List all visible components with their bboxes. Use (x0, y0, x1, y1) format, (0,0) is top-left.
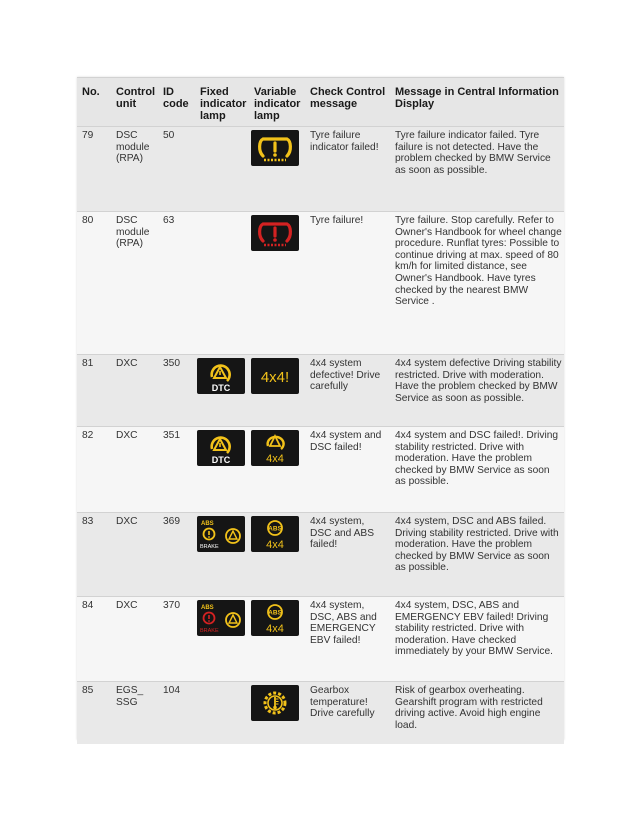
header-no: No. (77, 78, 111, 127)
table-row (77, 355, 564, 427)
row-variable-lamp (249, 682, 305, 744)
abs-4x4-icon (251, 600, 299, 636)
row-fixed-lamp (195, 212, 249, 355)
row-check-control: 4x4 system and DSC failed! (305, 427, 390, 513)
4x4-label: 4x4 (266, 453, 284, 465)
row-fixed-lamp (195, 127, 249, 212)
row-id-code: 50 (158, 127, 195, 212)
header-cid-message: Message in Central Information Display (390, 78, 564, 127)
abs-label: ABS (268, 525, 282, 533)
row-id-code: 104 (158, 682, 195, 744)
dtc-icon (197, 430, 245, 466)
row-cid-message: 4x4 system, DSC, ABS and EMERGENCY EBV failed! Driving stability restricted. Drive with moderation. Have checked immediately by your BMW Service. (390, 597, 564, 682)
row-no: 79 (77, 127, 111, 212)
row-no: 82 (77, 427, 111, 513)
row-cid-message: 4x4 system defective Driving stability restricted. Drive with moderation. Have the problem checked by BMW Service as soon as possible. (390, 355, 564, 427)
row-variable-lamp (249, 597, 305, 682)
abs-brake-amber-icon (197, 516, 245, 552)
table-header-row (77, 78, 564, 127)
row-fixed-lamp (195, 513, 249, 597)
dtc-icon (197, 358, 245, 394)
row-check-control: Tyre failure indicator failed! (305, 127, 390, 212)
row-control-unit: DXC (111, 427, 158, 513)
table-row (77, 513, 564, 597)
check-control-table (77, 77, 564, 744)
row-id-code: 350 (158, 355, 195, 427)
4x4-exclamation-label: 4x4! (260, 369, 290, 386)
row-cid-message: Risk of gearbox overheating. Gearshift program with restricted driving active. Avoid high engine load. (390, 682, 564, 744)
table-row (77, 682, 564, 744)
row-check-control: 4x4 system, DSC and ABS failed! (305, 513, 390, 597)
row-id-code: 370 (158, 597, 195, 682)
row-check-control: 4x4 system defective! Drive carefully (305, 355, 390, 427)
row-control-unit: DSC module (RPA) (111, 212, 158, 355)
header-check-control: Check Control message (305, 78, 390, 127)
row-variable-lamp (249, 127, 305, 212)
table-row (77, 597, 564, 682)
4x4-label: 4x4 (266, 539, 284, 551)
abs-4x4-icon (251, 516, 299, 552)
row-control-unit: DSC module (RPA) (111, 127, 158, 212)
dsc-4x4-icon (251, 430, 299, 466)
table-row (77, 427, 564, 513)
row-cid-message: Tyre failure indicator failed. Tyre failure is not detected. Have the problem checked by BMW Service as soon as possible. (390, 127, 564, 212)
abs-brake-red-icon (197, 600, 245, 636)
header-variable-lamp: Variable indicator lamp (249, 78, 305, 127)
row-control-unit: DXC (111, 513, 158, 597)
tyre-pressure-amber-icon (251, 130, 299, 166)
4x4-label: 4x4 (266, 623, 284, 635)
row-check-control: 4x4 system, DSC, ABS and EMERGENCY EBV failed! (305, 597, 390, 682)
dtc-label: DTC (211, 383, 231, 393)
row-cid-message: Tyre failure. Stop carefully. Refer to Owner's Handbook for wheel change procedure. Runflat tyres: Possible to continue driving at max. speed of 80 km/h for limited distance, see Owner's Handbook. Have tyres checked by the nearest BMW Service . (390, 212, 564, 355)
row-control-unit: EGS_ SSG (111, 682, 158, 744)
row-no: 83 (77, 513, 111, 597)
row-variable-lamp (249, 513, 305, 597)
row-check-control: Tyre failure! (305, 212, 390, 355)
row-no: 81 (77, 355, 111, 427)
row-variable-lamp (249, 212, 305, 355)
header-control-unit: Control unit (111, 78, 158, 127)
tyre-pressure-red-icon (251, 215, 299, 251)
brake-label: BRAKE (200, 628, 219, 634)
row-fixed-lamp (195, 597, 249, 682)
header-fixed-lamp: Fixed indicator lamp (195, 78, 249, 127)
abs-label: ABS (201, 521, 214, 527)
row-fixed-lamp (195, 682, 249, 744)
row-id-code: 351 (158, 427, 195, 513)
row-no: 80 (77, 212, 111, 355)
row-control-unit: DXC (111, 355, 158, 427)
header-id-code: ID code (158, 78, 195, 127)
row-check-control: Gearbox temperature! Drive carefully (305, 682, 390, 744)
row-no: 84 (77, 597, 111, 682)
abs-label: ABS (201, 605, 214, 611)
dtc-label: DTC (211, 455, 231, 465)
row-no: 85 (77, 682, 111, 744)
brake-label: BRAKE (200, 544, 219, 550)
table-row (77, 127, 564, 212)
row-fixed-lamp (195, 355, 249, 427)
row-id-code: 369 (158, 513, 195, 597)
row-id-code: 63 (158, 212, 195, 355)
table-row (77, 212, 564, 355)
row-cid-message: 4x4 system and DSC failed!. Driving stability restricted. Drive with moderation. Have the problem checked by BMW Service as soon as possible. (390, 427, 564, 513)
row-fixed-lamp (195, 427, 249, 513)
row-cid-message: 4x4 system, DSC and ABS failed. Driving stability restricted. Drive with moderation. Have the problem checked by BMW Service as soon as possible. (390, 513, 564, 597)
row-variable-lamp (249, 355, 305, 427)
4x4-exclamation-icon (251, 358, 299, 394)
row-control-unit: DXC (111, 597, 158, 682)
gearbox-temperature-icon (251, 685, 299, 721)
row-variable-lamp (249, 427, 305, 513)
document-page (77, 77, 564, 740)
abs-label: ABS (268, 609, 282, 617)
